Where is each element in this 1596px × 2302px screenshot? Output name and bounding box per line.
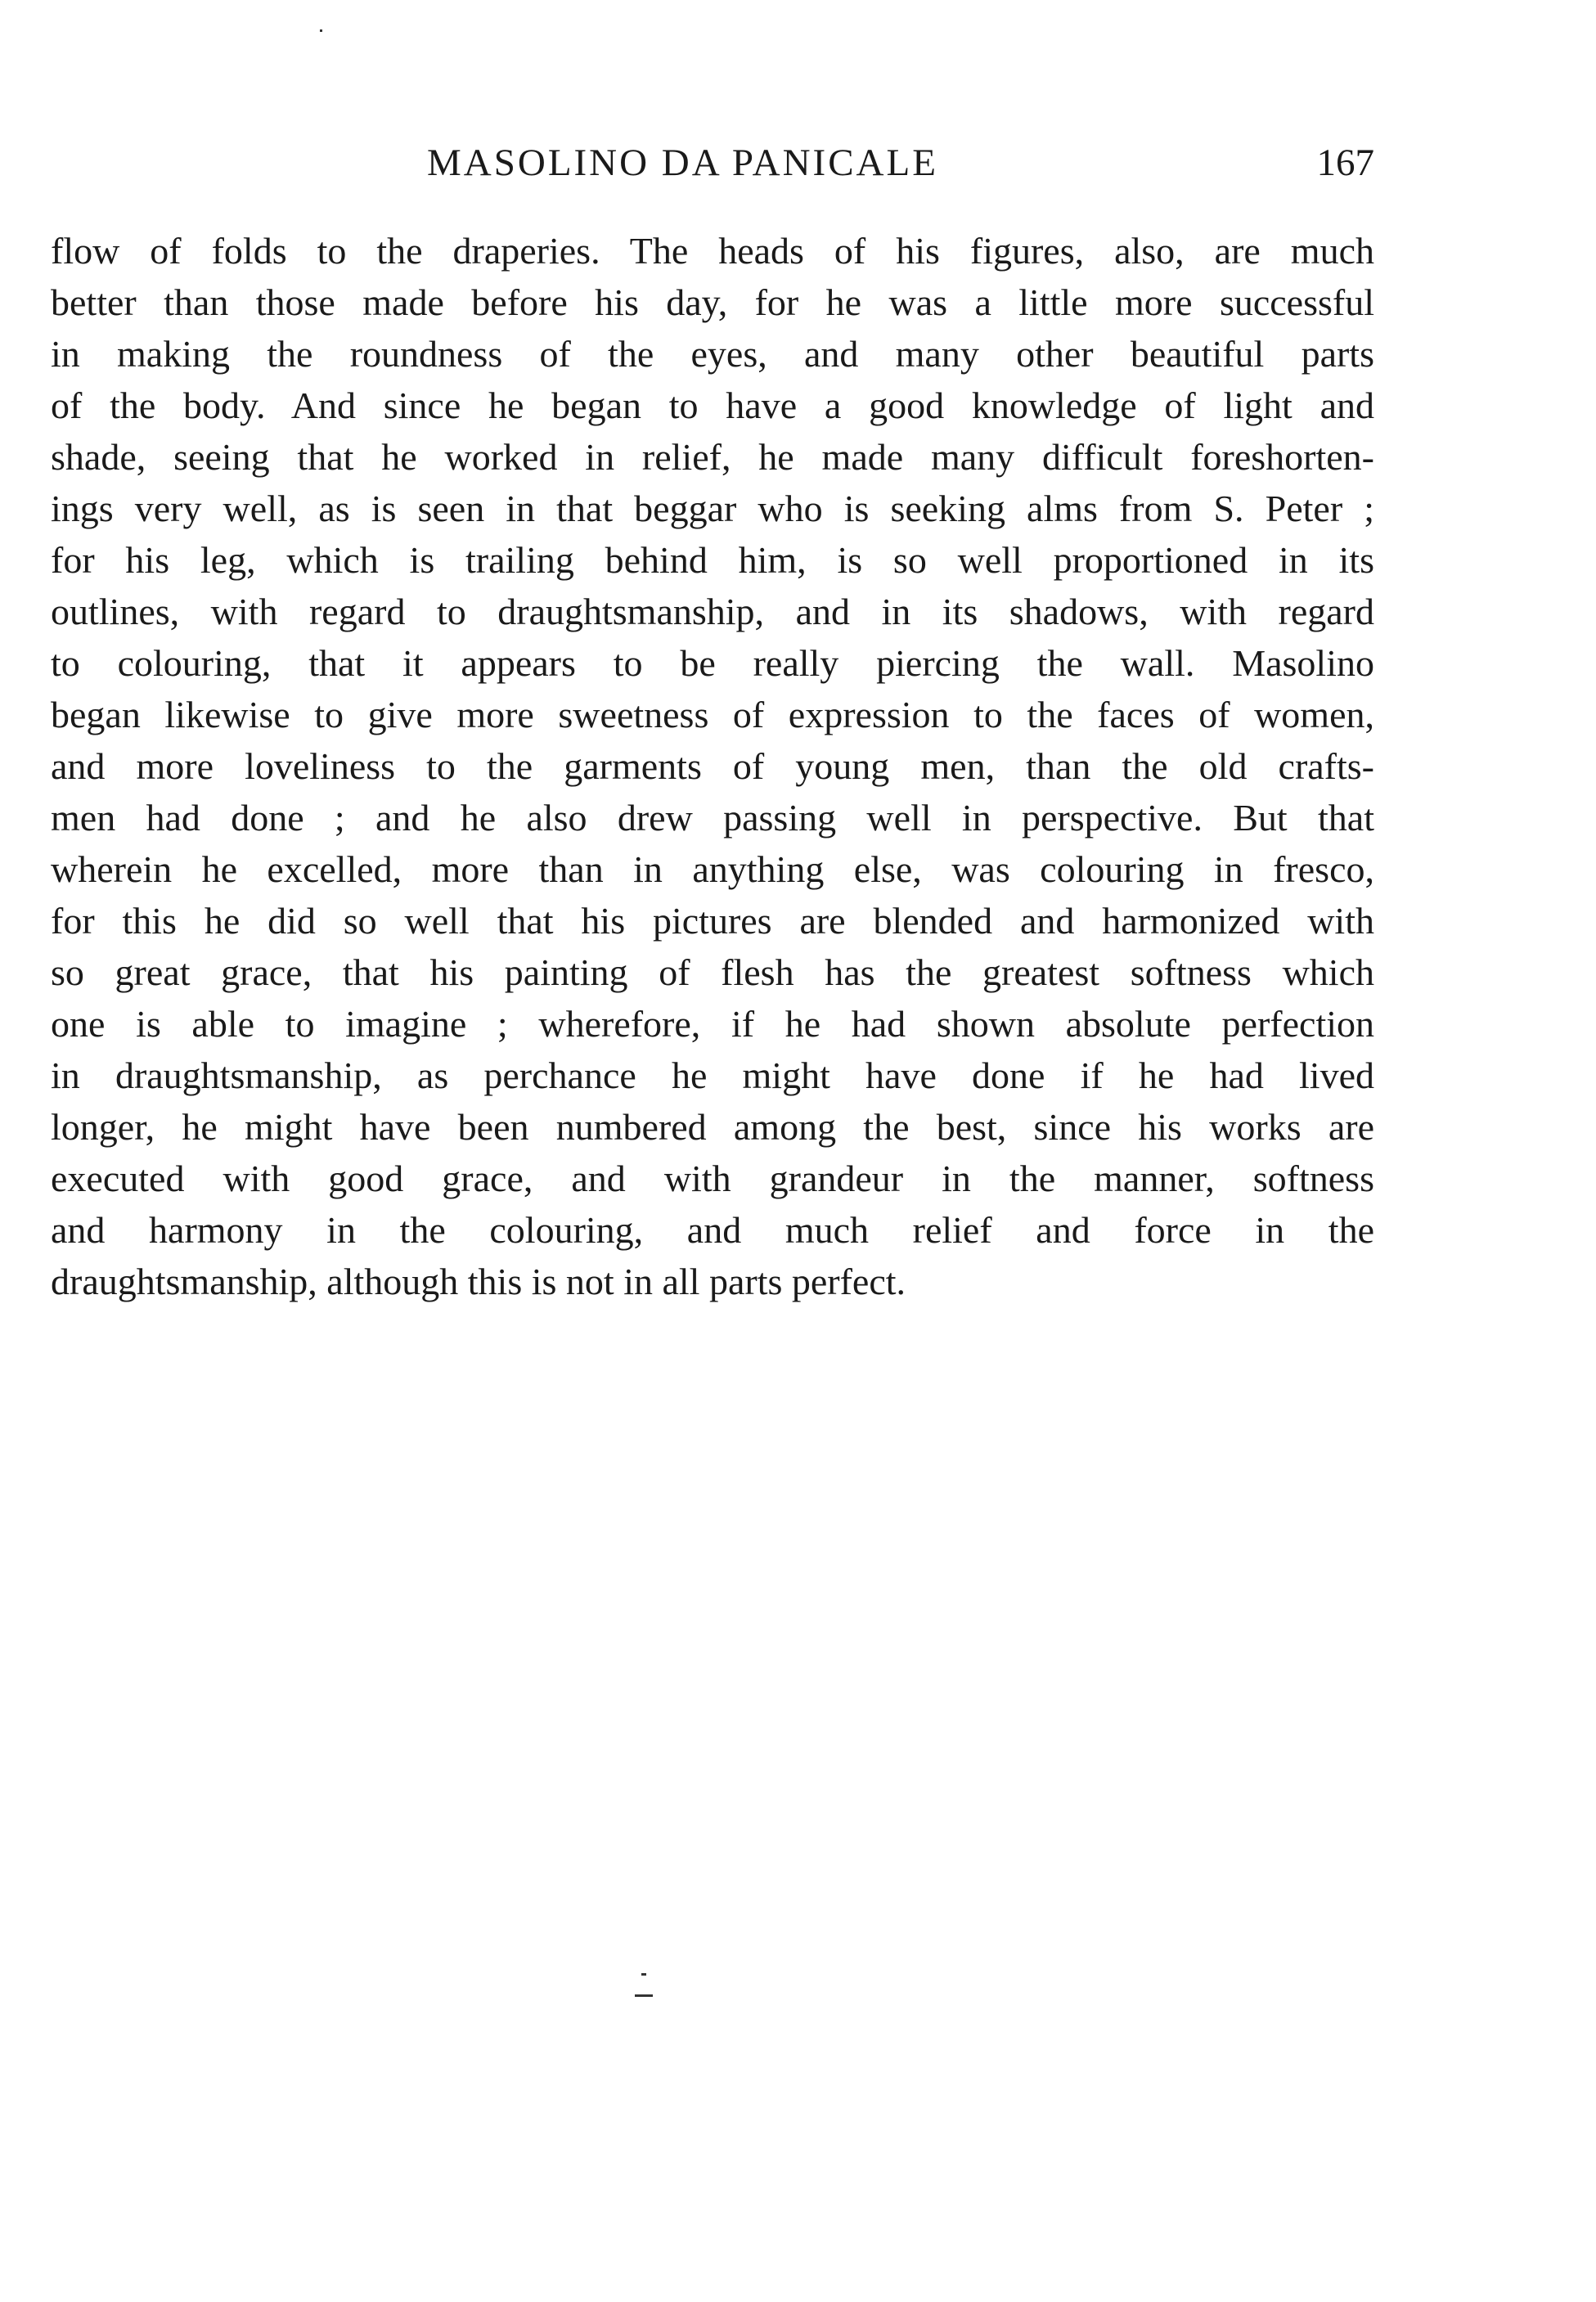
text-line: to colouring, that it appears to be really piercing the wall. Masolino [51, 642, 1374, 684]
text-line: executed with good grace, and with grandeur in the manner, softness [51, 1158, 1374, 1199]
text-line: draughtsmanship, although this is not in all parts perfect. [51, 1261, 906, 1302]
text-line: outlines, with regard to draughtsmanship, and in its shadows, with regard [51, 591, 1374, 632]
text-line: in making the roundness of the eyes, and many other beautiful parts [51, 333, 1374, 375]
text-line: in draughtsmanship, as perchance he might have done if he had lived [51, 1054, 1374, 1096]
text-line: began likewise to give more sweetness of expression to the faces of women, [51, 694, 1374, 735]
running-head [51, 141, 1374, 195]
text-line: of the body. And since he began to have a good knowledge of light and [51, 384, 1374, 426]
text-line: so great grace, that his painting of flesh has the greatest softness which [51, 951, 1374, 993]
text-line: flow of folds to the draperies. The heads of his figures, also, are much [51, 230, 1374, 272]
print-mark [641, 1973, 646, 1976]
print-mark [635, 1994, 653, 1997]
text-line: for his leg, which is trailing behind him, is so well proportioned in its [51, 539, 1374, 581]
text-line: for this he did so well that his pictures are blended and harmonized with [51, 900, 1374, 942]
text-line: better than those made before his day, for he was a little more successful [51, 281, 1374, 323]
text-line: longer, he might have been numbered among the best, since his works are [51, 1106, 1374, 1148]
text-line: shade, seeing that he worked in relief, he made many difficult foreshorten- [51, 436, 1374, 478]
body-text [51, 225, 1374, 1307]
page-number: 167 [1316, 142, 1374, 184]
running-title: MASOLINO DA PANICALE [427, 142, 938, 184]
text-line: wherein he excelled, more than in anything else, was colouring in fresco, [51, 848, 1374, 890]
text-line: ings very well, as is seen in that beggar who is seeking alms from S. Peter ; [51, 488, 1374, 529]
text-line: and more loveliness to the garments of young men, than the old crafts- [51, 745, 1374, 787]
print-speck [320, 29, 322, 32]
text-line: and harmony in the colouring, and much relief and force in the [51, 1209, 1374, 1251]
text-line: one is able to imagine ; wherefore, if he had shown absolute perfection [51, 1003, 1374, 1045]
text-line: men had done ; and he also drew passing well in perspective. But that [51, 797, 1374, 839]
